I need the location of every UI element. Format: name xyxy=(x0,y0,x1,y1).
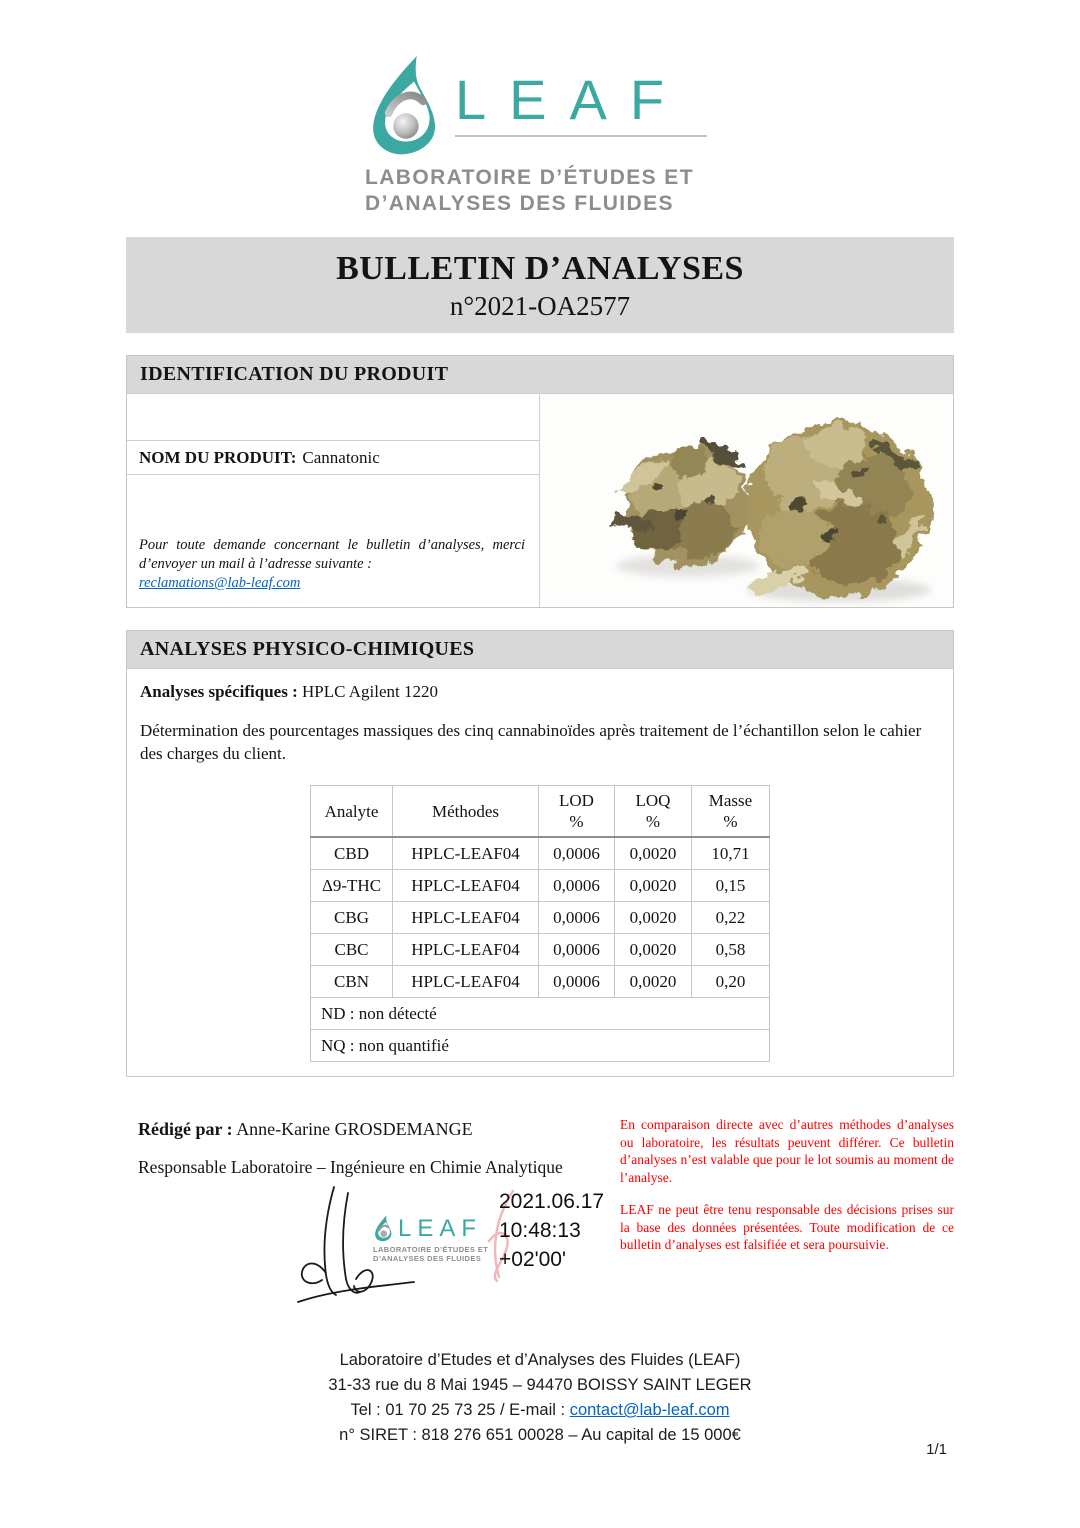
signature-area xyxy=(126,1119,954,1334)
empty-row xyxy=(127,394,539,441)
redige-par-name: Anne-Karine GROSDEMANGE xyxy=(236,1119,473,1139)
identification-section xyxy=(126,355,954,608)
col-header-methodes: Méthodes xyxy=(393,786,539,838)
product-photo xyxy=(540,394,953,607)
reclamations-email-link[interactable]: reclamations@lab-leaf.com xyxy=(139,575,301,591)
timestamp-zone: +02'00' xyxy=(499,1248,566,1271)
contact-email-link[interactable]: contact@lab-leaf.com xyxy=(569,1401,730,1419)
footer xyxy=(0,1348,1080,1448)
identification-body xyxy=(127,394,953,607)
specific-analyses-label: Analyses spécifiques : xyxy=(140,682,298,701)
table-row: CBC HPLC-LEAF04 0,0006 0,0020 0,58 xyxy=(311,934,770,966)
page-number: 1/1 xyxy=(926,1441,947,1458)
col-header-loq: LOQ % xyxy=(615,786,692,838)
signature-graphics xyxy=(126,1183,766,1328)
leaf-drop-icon xyxy=(365,54,445,158)
footnote-row-nq: NQ : non quantifié xyxy=(311,1030,770,1062)
logo-divider xyxy=(455,135,707,137)
contact-note-text: Pour toute demande concernant le bulletin d’analyses, merci d’envoyer un mail à l’adresse suivante : xyxy=(139,537,525,572)
table-row: CBG HPLC-LEAF04 0,0006 0,0020 0,22 xyxy=(311,902,770,934)
redige-par-label: Rédigé par : xyxy=(138,1119,233,1139)
specific-analyses-line xyxy=(140,682,953,702)
timestamp-date: 2021.06.17 xyxy=(499,1190,605,1213)
table-row: CBD HPLC-LEAF04 0,0006 0,0020 10,71 xyxy=(311,837,770,870)
footer-line-3 xyxy=(0,1398,1080,1423)
leaf-stamp-subtitle-1: LABORATOIRE D’ÉTUDES ET xyxy=(373,1245,489,1254)
signer-role: Responsable Laboratoire – Ingénieure en Chimie Analytique xyxy=(138,1157,563,1177)
logo-wordmark: LEAF xyxy=(455,68,688,131)
table-row: CBN HPLC-LEAF04 0,0006 0,0020 0,20 xyxy=(311,966,770,998)
document-title: BULLETIN D’ANALYSES xyxy=(336,250,744,287)
document-number: n°2021-OA2577 xyxy=(449,291,631,321)
logo-subtitle-line1: LABORATOIRE D’ÉTUDES ET xyxy=(365,166,694,189)
contact-note-row xyxy=(127,475,539,607)
disclaimer-paragraph-2: LEAF ne peut être tenu responsable des décisions prises sur la base des données présentées. Toute modification de ce bulletin d’analyses est falsifiée et sera poursuivie. xyxy=(620,1202,954,1252)
footer-tel-email-prefix: Tel : 01 70 25 73 25 / E-mail : xyxy=(350,1401,570,1419)
specific-analyses-value: HPLC Agilent 1220 xyxy=(301,682,438,701)
footer-line-2: 31-33 rue du 8 Mai 1945 – 94470 BOISSY SAINT LEGER xyxy=(328,1376,752,1394)
signature-timestamp xyxy=(499,1187,604,1274)
col-header-lod: LOD % xyxy=(539,786,615,838)
product-photo-cell xyxy=(540,394,953,607)
footer-line-1: Laboratoire d’Etudes et d’Analyses des Fluides (LEAF) xyxy=(339,1351,741,1369)
leaf-stamp-top xyxy=(373,1215,495,1242)
leaf-stamp-wordmark: LEAF xyxy=(398,1214,483,1242)
timestamp-time: 10:48:13 xyxy=(499,1219,581,1242)
col-header-analyte: Analyte xyxy=(311,786,393,838)
col-header-masse: Masse % xyxy=(692,786,770,838)
leaf-stamp-drop-icon xyxy=(373,1215,394,1242)
logo-text xyxy=(455,54,707,137)
logo-subtitle-line2: D’ANALYSES DES FLUIDES xyxy=(365,192,674,215)
disclaimer-paragraph-1: En comparaison directe avec d’autres méthodes d’analyses ou laboratoire, les résultats peuvent différer. Ce bulletin d’analyses n’est valable que pour le lot soumis au moment de l’analyse. xyxy=(620,1117,954,1185)
product-name-value: Cannatonic xyxy=(302,447,380,467)
identification-header: IDENTIFICATION DU PRODUIT xyxy=(127,356,953,394)
logo-block xyxy=(365,0,715,217)
title-banner xyxy=(126,237,954,333)
footnote-row-nd: ND : non détecté xyxy=(311,998,770,1030)
table-row: Δ9-THC HPLC-LEAF04 0,0006 0,0020 0,15 xyxy=(311,870,770,902)
leaf-stamp-subtitle-2: D’ANALYSES DES FLUIDES xyxy=(373,1254,482,1263)
identification-left-column xyxy=(127,394,540,607)
table-header-row xyxy=(311,786,770,838)
analysis-table xyxy=(310,785,770,1062)
analyses-header: ANALYSES PHYSICO-CHIMIQUES xyxy=(127,631,953,669)
footer-line-4: n° SIRET : 818 276 651 00028 – Au capital de 15 000€ xyxy=(339,1426,741,1444)
logo-top xyxy=(365,54,715,158)
product-name-row xyxy=(127,441,539,475)
product-name-label: NOM DU PRODUIT: xyxy=(139,447,297,467)
analyses-section xyxy=(126,630,954,1077)
analyses-description: Détermination des pourcentages massiques des cinq cannabinoïdes après traitement de l’échantillon selon le cahier des charges du client. xyxy=(140,721,922,763)
leaf-stamp xyxy=(373,1215,495,1263)
